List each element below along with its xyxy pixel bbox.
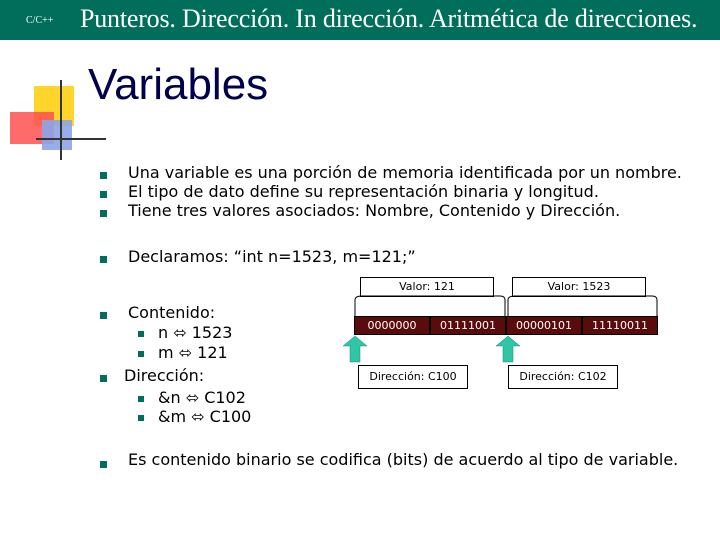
byte-box: 11110011 — [582, 316, 658, 335]
bullet-text: Tiene tres valores asociados: Nombre, Contenido y Dirección. — [128, 201, 621, 220]
value-label-box: Valor: 1523 — [512, 277, 646, 297]
up-arrow-icon — [496, 336, 520, 362]
bracket-line — [355, 296, 505, 316]
sub-bullet-text: m ⬄ 121 — [158, 343, 228, 362]
bullet-text: Contenido: — [128, 303, 216, 322]
sub-bullet-text: &m ⬄ C100 — [158, 407, 252, 426]
bullet-text: Dirección: — [124, 366, 205, 385]
bullet-text: Es contenido binario se codifica (bits) de acuerdo al tipo de variable. — [128, 450, 679, 469]
sub-bullet-text: n ⬄ 1523 — [158, 323, 233, 342]
address-label-box: Dirección: C102 — [508, 365, 618, 389]
up-arrow-icon — [343, 336, 367, 362]
bracket-line — [508, 296, 657, 316]
bullet-text: Una variable es una porción de memoria identificada por un nombre. — [128, 163, 682, 182]
value-label-box: Valor: 121 — [360, 277, 494, 297]
header-title: Punteros. Dirección. In dirección. Aritmética de direcciones. — [80, 4, 698, 33]
sub-bullet-text: &n ⬄ C102 — [158, 388, 246, 407]
slide-title: Variables — [88, 60, 269, 109]
bullet-text: Declaramos: “int n=1523, m=121;” — [128, 247, 416, 266]
byte-box: 01111001 — [430, 316, 506, 335]
byte-box: 00000101 — [506, 316, 582, 335]
header-tag: C/C++ — [26, 15, 54, 26]
address-label-box: Dirección: C100 — [358, 365, 468, 389]
byte-box: 0000000 — [354, 316, 430, 335]
bullet-text: El tipo de dato define su representación binaria y longitud. — [128, 182, 599, 201]
